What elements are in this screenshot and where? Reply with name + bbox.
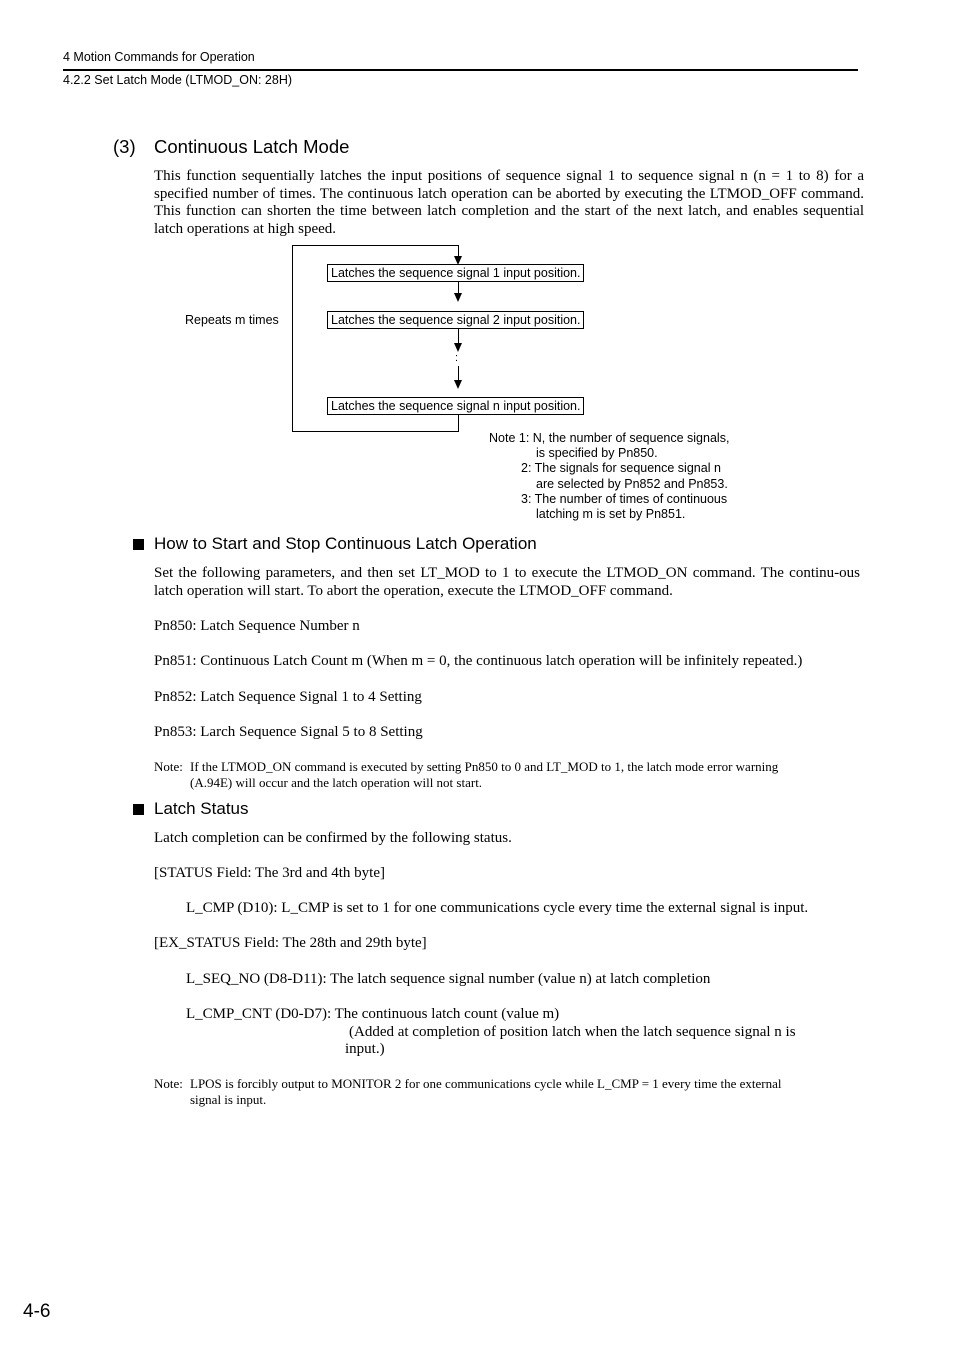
flow-box-signal-1: Latches the sequence signal 1 input position.	[327, 264, 584, 282]
bullet-square	[133, 539, 144, 550]
page-number: 4-6	[23, 1301, 51, 1322]
loop-down-line	[458, 415, 459, 431]
arrow-1-head	[454, 293, 462, 302]
diagram-notes	[489, 431, 729, 522]
diagram-note-line: Note 1: N, the number of sequence signals,	[489, 431, 730, 445]
latch-status-note-line2: signal is input.	[190, 1092, 267, 1107]
arrow-3-head	[454, 380, 462, 389]
l-cmp-description: L_CMP (D10): L_CMP is set to 1 for one communications cycle every time the external signal is input.	[186, 900, 809, 916]
diagram-note-line: latching m is set by Pn851.	[536, 507, 686, 522]
start-stop-intro: Set the following parameters, and then set LT_MOD to 1 to execute the LTMOD_ON command. The continu-ous latch operation will start. To abort the operation, execute the LTMOD_OFF command.	[154, 565, 860, 599]
section-number: (3)	[113, 136, 136, 157]
start-stop-note-line1: If the LTMOD_ON command is executed by setting Pn850 to 0 and LT_MOD to 1, the latch mode error warning	[190, 759, 779, 774]
bullet-square	[133, 804, 144, 815]
flow-ellipsis: :	[455, 352, 459, 364]
flow-box-signal-n: Latches the sequence signal n input position.	[327, 397, 584, 415]
loop-top-line	[292, 245, 459, 246]
ex-status-field-label: [EX_STATUS Field: The 28th and 29th byte]	[154, 935, 427, 951]
diagram-note-line: 2: The signals for sequence signal n	[521, 461, 721, 476]
loop-label: Repeats m times	[185, 313, 279, 327]
status-field-label: [STATUS Field: The 3rd and 4th byte]	[154, 865, 385, 881]
start-stop-note-line2: (A.94E) will occur and the latch operation will not start.	[190, 775, 483, 790]
latch-status-intro: Latch completion can be confirmed by the following status.	[154, 830, 512, 846]
latch-status-note-line1: LPOS is forcibly output to MONITOR 2 for one communications cycle while L_CMP = 1 every time the external	[190, 1076, 782, 1091]
flow-box-signal-2: Latches the sequence signal 2 input position.	[327, 311, 584, 329]
latch-status-heading: Latch Status	[154, 799, 249, 818]
param-pn851: Pn851: Continuous Latch Count m (When m = 0, the continuous latch operation will be infinitely repeated.)	[154, 653, 803, 669]
diagram-note-line: are selected by Pn852 and Pn853.	[536, 476, 728, 491]
running-header-chapter: 4 Motion Commands for Operation	[63, 50, 255, 64]
latch-status-note-label: Note:	[154, 1076, 183, 1091]
arrow-2-line	[458, 329, 459, 343]
param-pn852: Pn852: Latch Sequence Signal 1 to 4 Setting	[154, 689, 422, 705]
param-pn850: Pn850: Latch Sequence Number n	[154, 618, 360, 634]
arrow-2-head	[454, 343, 462, 352]
section-title: Continuous Latch Mode	[154, 136, 350, 157]
diagram-note-line: is specified by Pn850.	[536, 446, 658, 461]
l-cmp-cnt-description: L_CMP_CNT (D0-D7): The continuous latch count (value m)	[186, 1006, 560, 1022]
l-cmp-cnt-detail-line1: (Added at completion of position latch when the latch sequence signal n is	[349, 1024, 796, 1040]
l-seq-no-description: L_SEQ_NO (D8-D11): The latch sequence signal number (value n) at latch completion	[186, 971, 711, 987]
start-stop-note-label: Note:	[154, 759, 183, 774]
param-pn853: Pn853: Larch Sequence Signal 5 to 8 Setting	[154, 724, 423, 740]
running-header-section: 4.2.2 Set Latch Mode (LTMOD_ON: 28H)	[63, 73, 293, 87]
section-intro: This function sequentially latches the input positions of sequence signal 1 to sequence signal n (n = 1 to 8) for a specified number of times. The continuous latch operation can be aborted by executing the LTMOD_OFF command. This function can shorten the time between latch completion and the start of the next latch, and enables sequential latch operations at high speed.	[154, 168, 864, 237]
loop-bottom-line	[292, 431, 459, 432]
start-stop-heading: How to Start and Stop Continuous Latch Operation	[154, 534, 537, 553]
arrow-3-line	[458, 366, 459, 380]
diagram-note-line: 3: The number of times of continuous	[521, 491, 728, 506]
l-cmp-cnt-detail-line2: input.)	[345, 1041, 385, 1057]
loop-left-line	[292, 245, 293, 432]
header-rule	[63, 69, 858, 71]
